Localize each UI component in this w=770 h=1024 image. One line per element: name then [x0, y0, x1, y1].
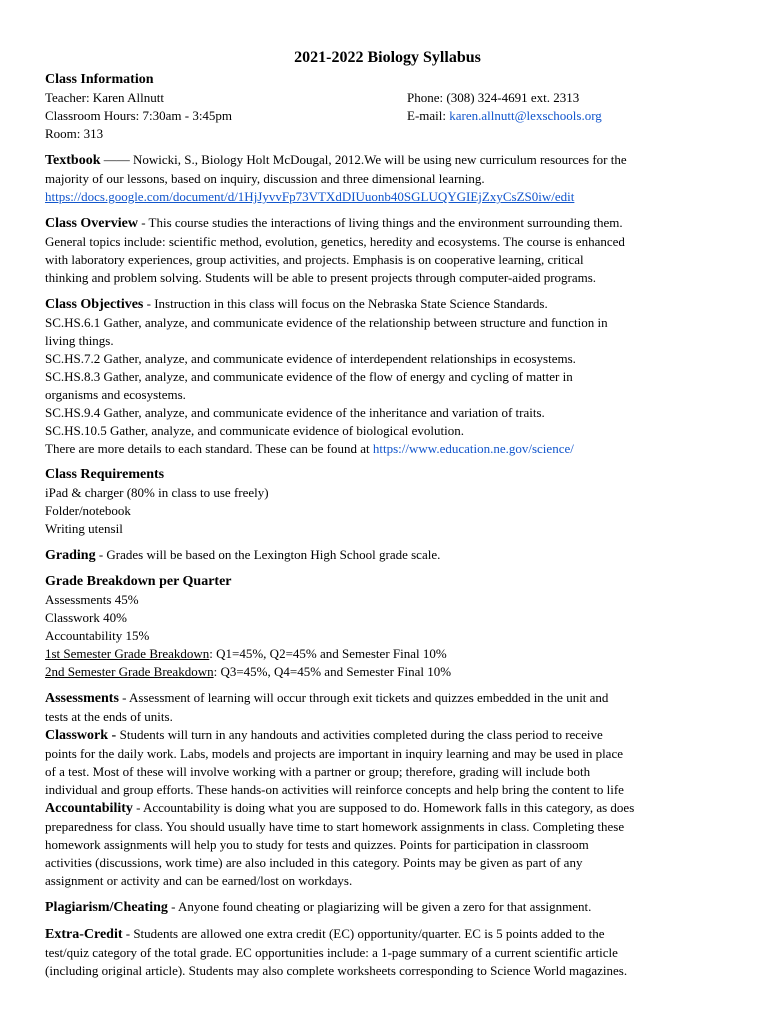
accountability-text-4: activities (discussions, work time) are also included in this category. Points may be given as part of any [45, 855, 583, 870]
objectives-section [45, 295, 730, 458]
overview-heading: Class Overview [45, 216, 138, 231]
extra-credit-text-3: (including original article). Students may also complete worksheets corresponding to Science World magazines. [45, 963, 628, 978]
extra-credit-section [45, 925, 730, 980]
objective-7-2: SC.HS.7.2 Gather, analyze, and communicate evidence of interdependent relationships in ecosystems. [45, 351, 576, 366]
breakdown-section [45, 573, 730, 681]
classwork-text-4: individual and group efforts. These hands-on activities will reinforce concepts and help bring the content to life [45, 782, 624, 797]
classwork-text-3: of a test. Most of these will involve working with a partner or group; therefore, grading will include both [45, 764, 591, 779]
textbook-text-1: Nowicki, S., Biology Holt McDougal, 2012.We will be using new curriculum resources for the [133, 152, 627, 167]
room-number: Room: 313 [45, 126, 104, 141]
classroom-hours: Classroom Hours: 7:30am - 3:45pm [45, 108, 233, 123]
plagiarism-heading: Plagiarism/Cheating [45, 900, 168, 915]
grading-line [45, 546, 730, 565]
syllabus-page [45, 47, 730, 980]
breakdown-classwork: Classwork 40% [45, 610, 127, 625]
email-link[interactable]: karen.allnutt@lexschools.org [449, 108, 602, 123]
breakdown-assessments: Assessments 45% [45, 592, 139, 607]
semester-1-label: 1st Semester Grade Breakdown [45, 646, 210, 661]
accountability-text-1: - Accountability is doing what you are supposed to do. Homework falls in this category, as does [132, 800, 635, 815]
objective-6-1: SC.HS.6.1 Gather, analyze, and communicate evidence of the relationship between structure and function in [45, 315, 608, 330]
requirements-heading: Class Requirements [45, 467, 165, 482]
textbook-section [45, 151, 730, 206]
objectives-intro: - Instruction in this class will focus on the Nebraska State Science Standards. [143, 296, 548, 311]
overview-section [45, 214, 730, 287]
classwork-text-2: points for the daily work. Labs, models and projects are important in inquiry learning and may be used in place [45, 746, 623, 761]
objectives-more-text: There are more details to each standard. These can be found at [45, 441, 373, 456]
assessments-line-1 [45, 689, 730, 708]
semester-2-breakdown [45, 663, 730, 681]
standards-link[interactable]: https://www.education.ne.gov/science/ [372, 441, 574, 456]
extra-credit-text-2: test/quiz category of the total grade. EC opportunities include: a 1-page summary of a current scientific article [45, 945, 618, 960]
class-information-left [45, 89, 407, 143]
classwork-text-1: Students will turn in any handouts and activities completed during the class period to receive [119, 727, 603, 742]
email-line [407, 107, 730, 125]
objective-8-3: SC.HS.8.3 Gather, analyze, and communicate evidence of the flow of energy and cycling of matter in [45, 369, 573, 384]
textbook-text-2: majority of our lessons, based on inquiry, discussion and three dimensional learning. [45, 171, 485, 186]
breakdown-accountability: Accountability 15% [45, 628, 150, 643]
textbook-link[interactable]: https://docs.google.com/document/d/1HjJyvvFp73VTXdDIUuonb40SGLUQYGIEjZxyCsZS0iw/edit [45, 189, 575, 204]
accountability-section [45, 799, 730, 890]
class-information [45, 70, 730, 143]
extra-credit-text-1: - Students are allowed one extra credit (EC) opportunity/quarter. EC is 5 points added to the [122, 926, 605, 941]
class-information-grid [45, 89, 730, 143]
page-title: 2021-2022 Biology Syllabus [294, 49, 481, 66]
accountability-text-3: homework assignments will help you to study for tests and quizzes. Points for participation in classroom [45, 837, 589, 852]
plagiarism-section [45, 898, 730, 917]
objectives-more-line [45, 440, 730, 458]
accountability-text-2: preparedness for class. You should usually have time to start homework assignments in class. Completing these [45, 819, 625, 834]
grading-heading: Grading [45, 548, 96, 563]
accountability-text-5: assignment or activity and can be earned/lost on workdays. [45, 873, 353, 888]
overview-line-1 [45, 214, 730, 233]
objective-10-5: SC.HS.10.5 Gather, analyze, and communicate evidence of biological evolution. [45, 423, 464, 438]
assessments-text-2: tests at the ends of units. [45, 709, 173, 724]
email-label: E-mail: [407, 108, 450, 123]
grading-text: - Grades will be based on the Lexington High School grade scale. [95, 547, 441, 562]
assessments-text-1: - Assessment of learning will occur through exit tickets and quizzes embedded in the unit and [118, 690, 609, 705]
objectives-line-intro [45, 295, 730, 314]
semester-1-breakdown [45, 645, 730, 663]
objective-6-1-cont: living things. [45, 333, 114, 348]
extra-credit-line-1 [45, 925, 730, 944]
overview-text-1: - This course studies the interactions of living things and the environment surrounding them. [137, 215, 623, 230]
plagiarism-text: - Anyone found cheating or plagiarizing will be given a zero for that assignment. [167, 899, 592, 914]
overview-text-2: General topics include: scientific method, evolution, genetics, heredity and ecosystems. The course is enhanced [45, 234, 625, 249]
assessments-heading: Assessments [45, 691, 119, 706]
objective-9-4: SC.HS.9.4 Gather, analyze, and communicate evidence of the inheritance and variation of traits. [45, 405, 545, 420]
requirement-item: iPad & charger (80% in class to use freely) [45, 485, 269, 500]
teacher-name: Teacher: Karen Allnutt [45, 90, 164, 105]
overview-text-4: thinking and problem solving. Students will be able to present projects through computer-aided programs. [45, 270, 597, 285]
requirement-item: Writing utensil [45, 521, 123, 536]
classwork-heading: Classwork - [45, 728, 120, 743]
objectives-heading: Class Objectives [45, 297, 144, 312]
assessments-section [45, 689, 730, 726]
breakdown-heading: Grade Breakdown per Quarter [45, 574, 232, 589]
textbook-heading: Textbook [45, 153, 101, 168]
phone-number: Phone: (308) 324-4691 ext. 2313 [407, 90, 580, 105]
plagiarism-line [45, 898, 730, 917]
extra-credit-heading: Extra-Credit [45, 927, 123, 942]
classwork-section [45, 726, 730, 799]
semester-2-label: 2nd Semester Grade Breakdown [45, 664, 214, 679]
textbook-dash: —— [100, 152, 134, 167]
semester-2-text: : Q3=45%, Q4=45% and Semester Final 10% [213, 664, 452, 679]
semester-1-text: : Q1=45%, Q2=45% and Semester Final 10% [209, 646, 447, 661]
grading-section [45, 546, 730, 565]
classwork-line-1 [45, 726, 730, 745]
accountability-line-1 [45, 799, 730, 818]
class-information-heading: Class Information [45, 72, 154, 87]
objective-8-3-cont: organisms and ecosystems. [45, 387, 186, 402]
textbook-line-1 [45, 151, 730, 170]
overview-text-3: with laboratory experiences, group activities, and projects. Emphasis is on cooperative learning, critical [45, 252, 584, 267]
class-information-right [407, 89, 730, 143]
requirements-section [45, 466, 730, 538]
accountability-heading: Accountability [45, 801, 133, 816]
requirement-item: Folder/notebook [45, 503, 131, 518]
